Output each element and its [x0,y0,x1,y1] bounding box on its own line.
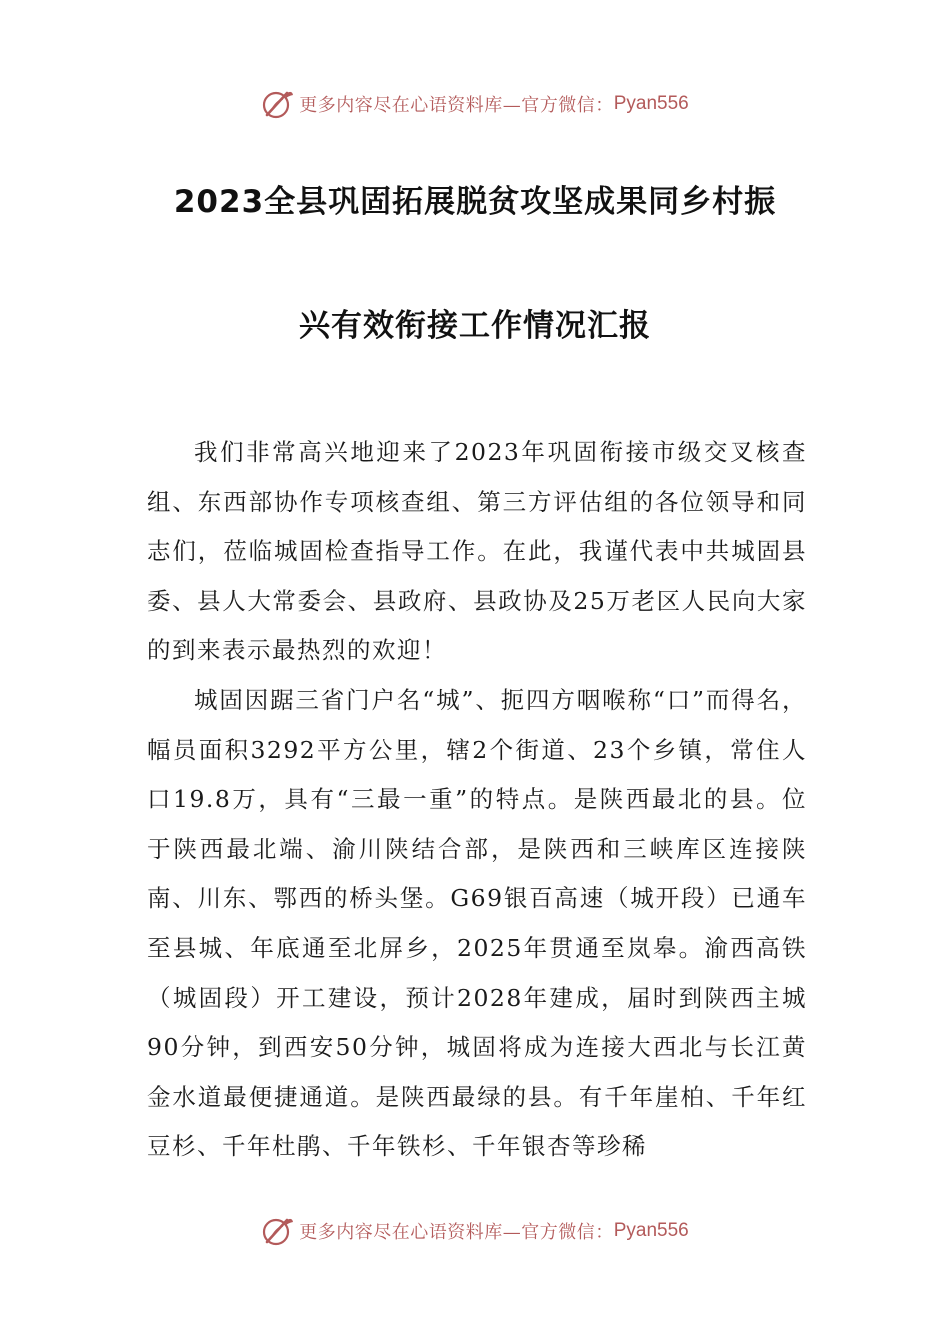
watermark-footer [0,1211,950,1251]
watermark-text: 更多内容尽在心语资料库—官方微信： [299,95,614,116]
watermark-text: 更多内容尽在心语资料库—官方微信： [299,1222,614,1243]
document-title-line2: 兴有效衔接工作情况汇报 [299,308,651,344]
watermark-wechat-id: Pyan556 [613,1220,689,1241]
watermark-wechat-id: Pyan556 [613,93,689,114]
watermark-header [0,84,950,124]
paragraph-1: 我们非常高兴地迎来了2023年巩固衔接市级交叉核查组、东西部协作专项核查组、第三方评估组的各位领导和同志们，莅临城固检查指导工作。在此，我谨代表中共城固县委、县人大常委会、县政府、县政协及25万老区人民向大家的到来表示最热烈的欢迎！ [147,438,807,665]
quill-logo-icon [261,1214,295,1248]
document-title-line1: 2023全县巩固拓展脱贫攻坚成果同乡村振 [173,184,777,220]
quill-logo-icon [261,87,295,121]
document-body [147,428,807,1172]
paragraph-2: 城固因踞三省门户名“城”、扼四方咽喉称“口”而得名，幅员面积3292平方公里，辖2个街道、23个乡镇，常住人口19.8万，具有“三最一重”的特点。是陕西最北的县。位于陕西最北端、渝川陕结合部，是陕西和三峡库区连接陕南、川东、鄂西的桥头堡。G69银百高速（城开段）已通车至县城、年底通至北屏乡，2025年贯通至岚皋。渝西高铁（城固段）开工建设，预计2028年建成，届时到陕西主城90分钟，到西安50分钟，城固将成为连接大西北与长江黄金水道最便捷通道。是陕西最绿的县。有千年崖柏、千年红豆杉、千年杜鹃、千年铁杉、千年银杏等珍稀 [147,685,807,1161]
